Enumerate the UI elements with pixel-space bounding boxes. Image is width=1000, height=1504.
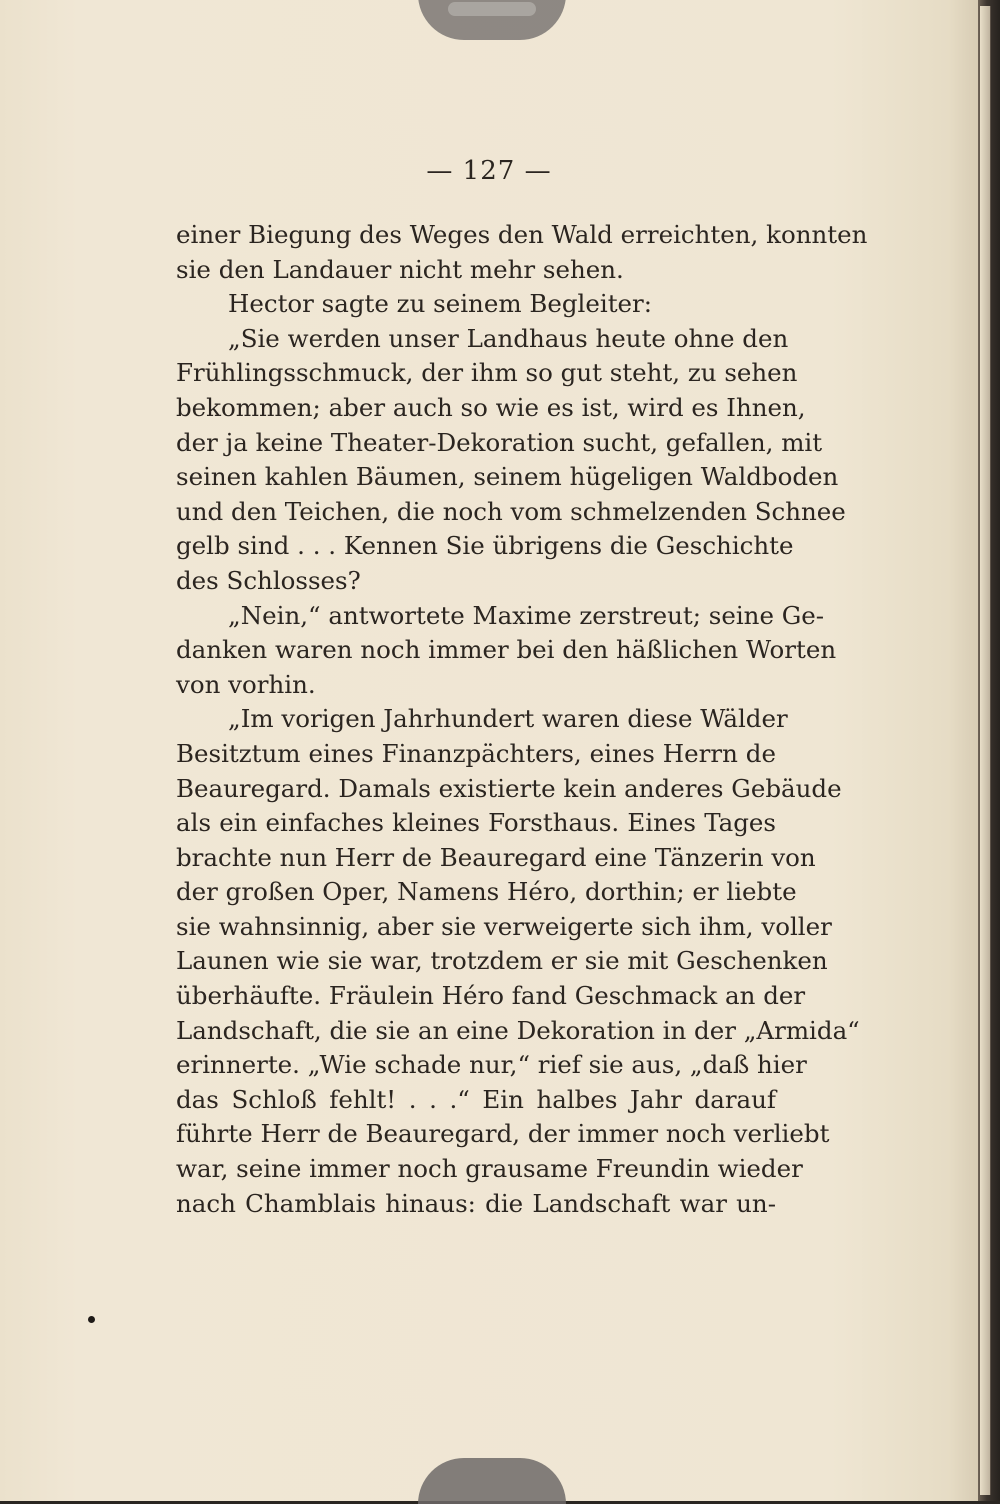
text-line: gelb sind . . . Kennen Sie übrigens die Geschichte (176, 531, 794, 561)
text-line: „Im vorigen Jahrhundert waren diese Wälder (228, 704, 788, 734)
text-line: sie den Landauer nicht mehr sehen. (176, 254, 624, 284)
text-line: sie wahnsinnig, aber sie verweigerte sich ihm, voller (176, 911, 832, 941)
next-page-edge (980, 6, 991, 1495)
body-text (176, 218, 868, 1221)
text-line: „Nein,“ antwortete Maxime zerstreut; seine Ge- (228, 600, 825, 630)
page-clip-top (418, 0, 566, 40)
text-line: war, seine immer noch grausame Freundin wieder (176, 1154, 803, 1184)
text-line: bekommen; aber auch so wie es ist, wird es Ihnen, (176, 392, 806, 422)
text-line: Beauregard. Damals existierte kein anderes Gebäude (176, 773, 842, 803)
text-line: Frühlingsschmuck, der ihm so gut steht, zu sehen (176, 358, 798, 388)
text-line: brachte nun Herr de Beauregard eine Tänzerin von (176, 842, 816, 872)
text-line: von vorhin. (176, 669, 316, 699)
text-line: der ja keine Theater-Dekoration sucht, gefallen, mit (176, 427, 823, 457)
text-line: und den Teichen, die noch vom schmelzenden Schnee (176, 496, 846, 526)
ink-speck (88, 1316, 95, 1323)
text-line: das Schloß fehlt! . . .“ Ein halbes Jahr darauf (176, 1084, 776, 1114)
text-line: überhäufte. Fräulein Héro fand Geschmack an der (176, 981, 806, 1011)
page-clip-bottom (418, 1458, 566, 1504)
text-line: führte Herr de Beauregard, der immer noch verliebt (176, 1119, 830, 1149)
text-line: als ein einfaches kleines Forsthaus. Eines Tages (176, 808, 776, 838)
text-line: Landschaft, die sie an eine Dekoration in der „Armida“ (176, 1015, 860, 1045)
text-line: einer Biegung des Weges den Wald erreichten, konnten (176, 220, 868, 249)
text-line: „Sie werden unser Landhaus heute ohne den (228, 323, 789, 353)
text-line: Hector sagte zu seinem Begleiter: (228, 289, 653, 319)
text-line: nach Chamblais hinaus: die Landschaft war un- (176, 1188, 776, 1218)
text-line: des Schlosses? (176, 565, 361, 595)
page-number: — 127 — (426, 156, 552, 186)
text-line: Besitztum eines Finanzpächters, eines Herrn de (176, 738, 776, 768)
text-line: seinen kahlen Bäumen, seinem hügeligen Waldboden (176, 462, 839, 492)
text-line: der großen Oper, Namens Héro, dorthin; er liebte (176, 877, 797, 907)
book-spine-edge (978, 0, 1000, 1501)
text-line: erinnerte. „Wie schade nur,“ rief sie aus, „daß hier (176, 1050, 807, 1080)
text-line: Launen wie sie war, trotzdem er sie mit Geschenken (176, 946, 828, 976)
text-line: danken waren noch immer bei den häßlichen Worten (176, 635, 837, 665)
